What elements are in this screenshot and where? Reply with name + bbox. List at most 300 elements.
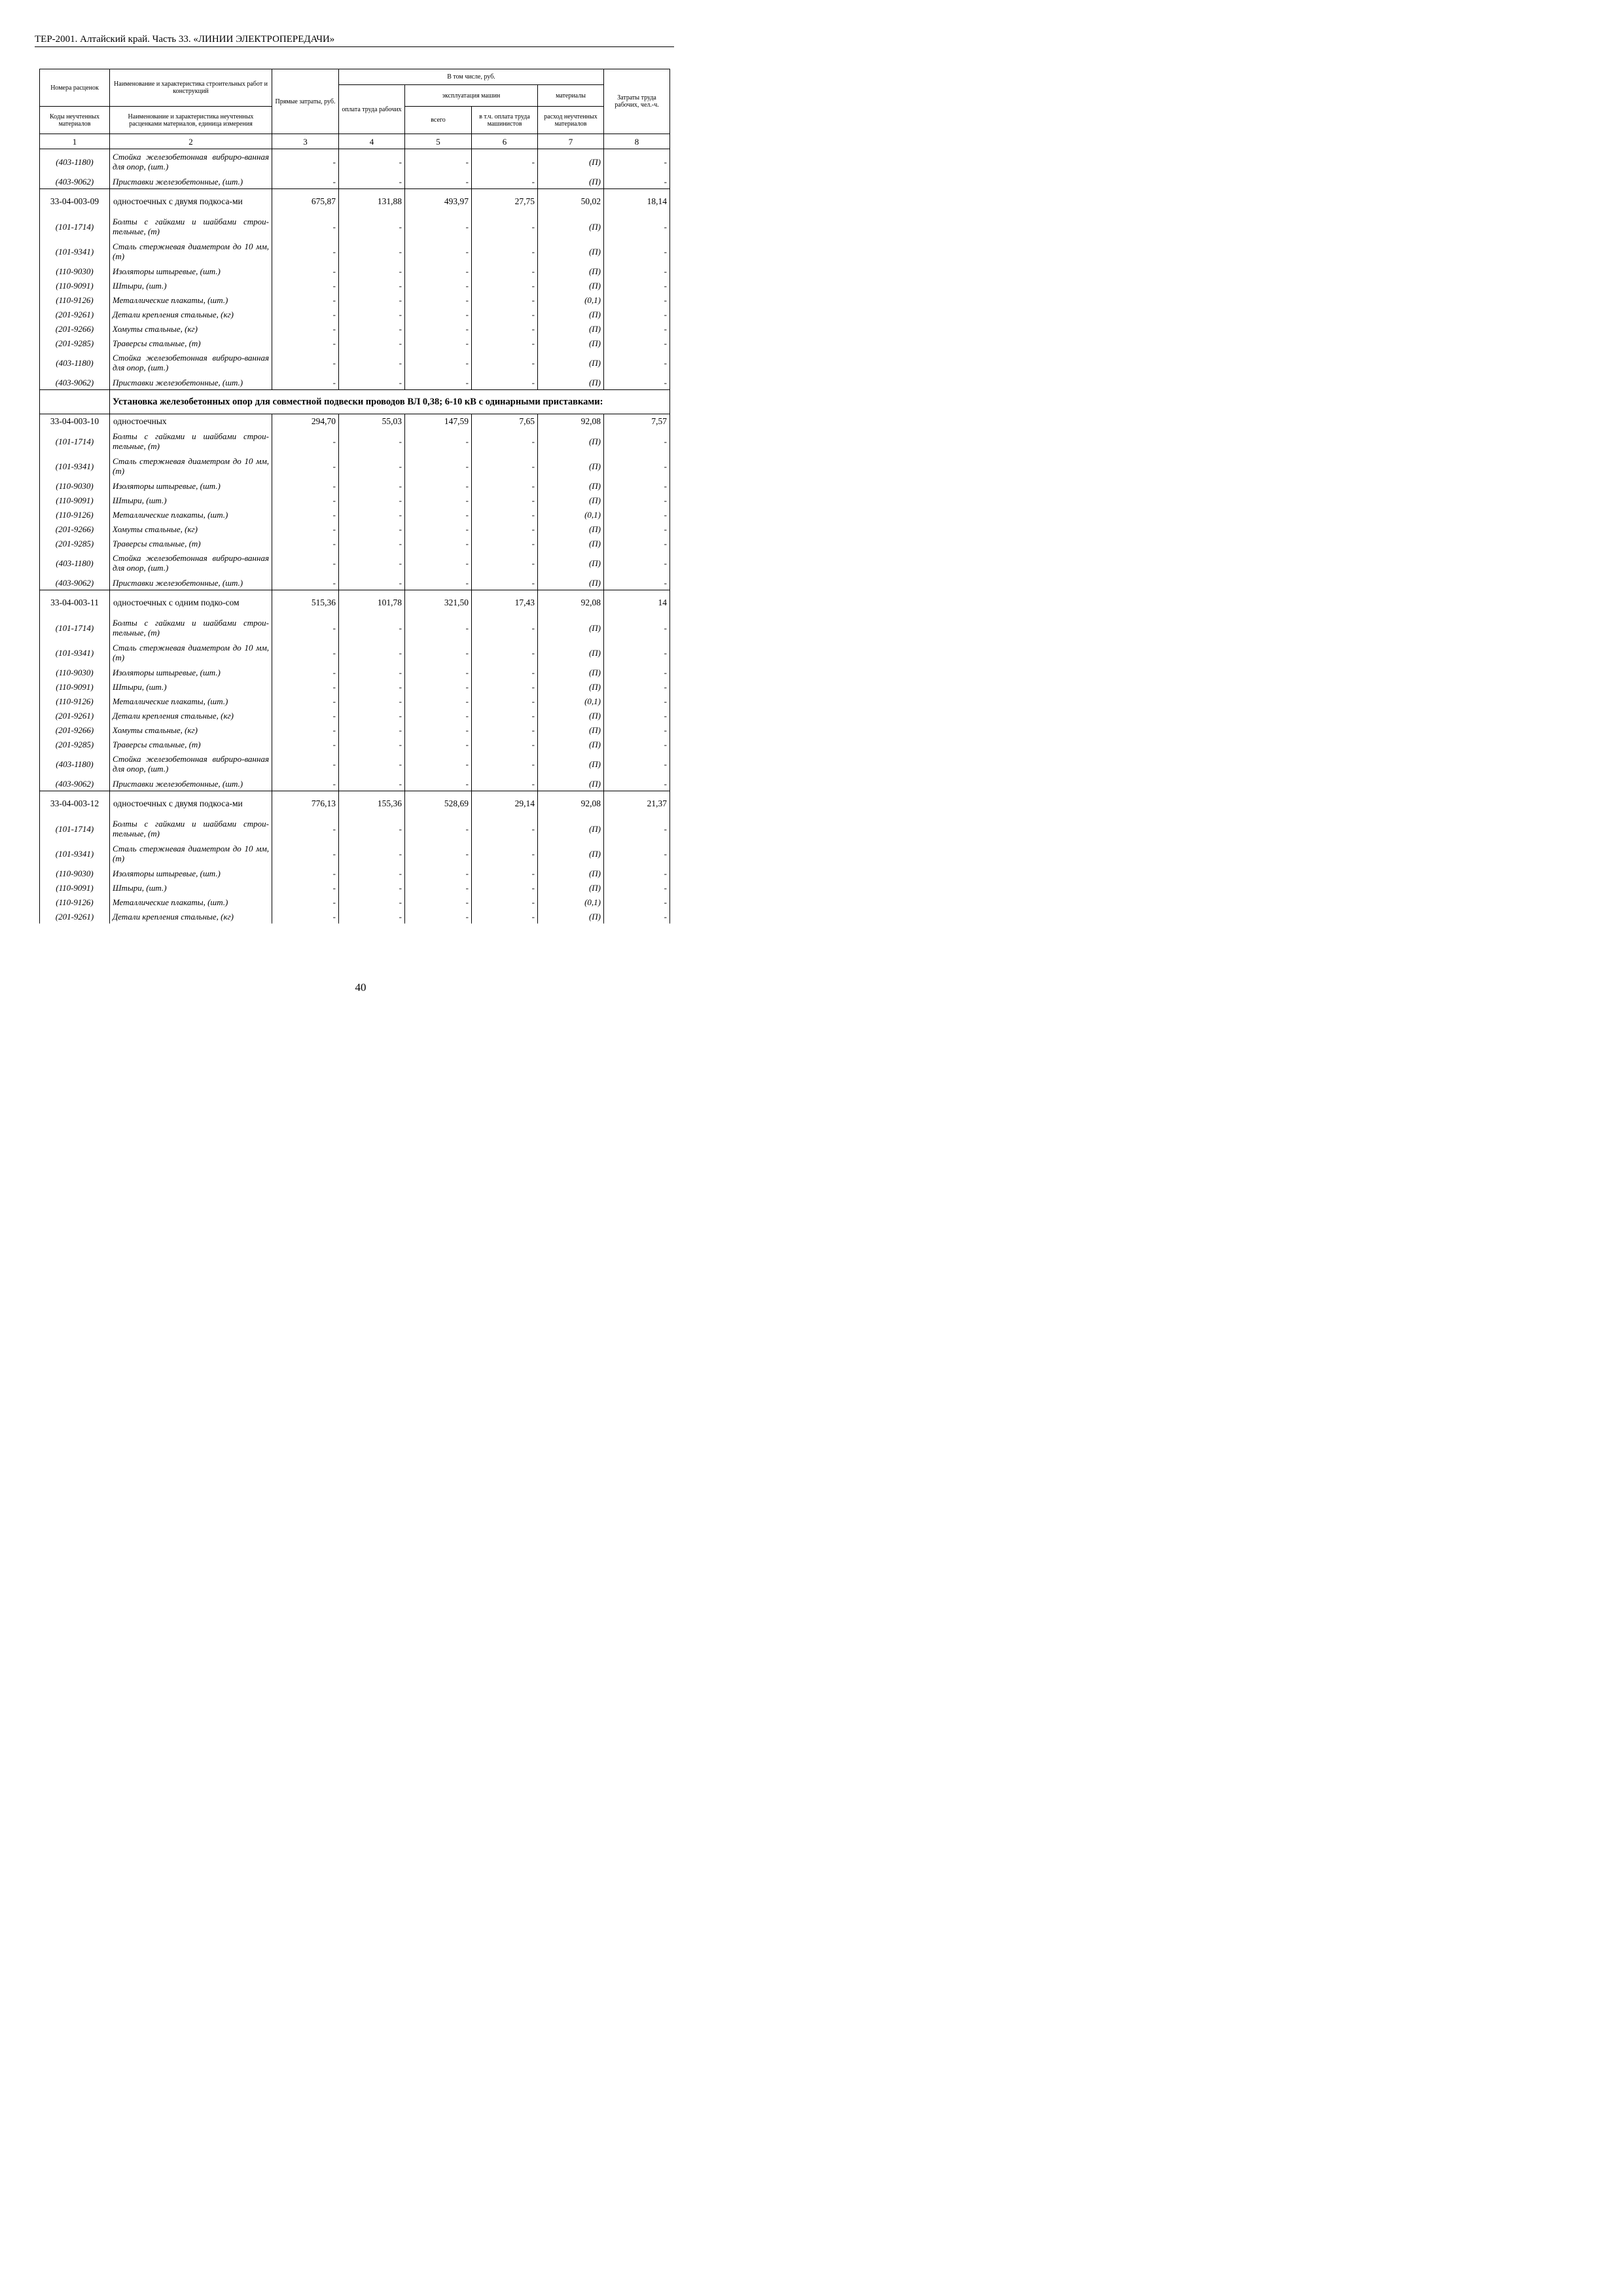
material-row <box>40 293 670 307</box>
material-name: Стойка железобетонная вибриро-ванная для опор, (шт.) <box>110 550 272 575</box>
material-code: (110-9030) <box>40 478 110 493</box>
work-name: одностоечных с одним подко-сом <box>110 590 272 616</box>
labor-pay: - <box>339 841 405 866</box>
labor-pay: - <box>339 615 405 640</box>
material-row <box>40 350 670 375</box>
material-name: Стойка железобетонная вибриро-ванная для опор, (шт.) <box>110 350 272 375</box>
direct-costs: - <box>272 214 339 239</box>
direct-costs: - <box>272 841 339 866</box>
material-name: Стойка железобетонная вибриро-ванная для опор, (шт.) <box>110 751 272 776</box>
material-usage: (П) <box>538 679 604 694</box>
machinist-pay: - <box>472 478 538 493</box>
material-usage: (П) <box>538 737 604 751</box>
material-usage: 92,08 <box>538 791 604 817</box>
labor-pay: - <box>339 708 405 723</box>
direct-costs: - <box>272 708 339 723</box>
material-code: (101-1714) <box>40 429 110 454</box>
page-header: ТЕР-2001. Алтайский край. Часть 33. «ЛИНИИ ЭЛЕКТРОПЕРЕДАЧИ» <box>35 34 674 47</box>
machines-total: - <box>405 708 472 723</box>
material-code: (403-1180) <box>40 149 110 175</box>
material-row <box>40 264 670 278</box>
material-usage: (П) <box>538 723 604 737</box>
material-usage: (0,1) <box>538 694 604 708</box>
material-name: Приставки железобетонные, (шт.) <box>110 575 272 590</box>
labor-pay: - <box>339 575 405 590</box>
direct-costs: 515,36 <box>272 590 339 616</box>
material-row <box>40 278 670 293</box>
labor-hours: - <box>604 776 670 791</box>
column-numbers-row <box>40 134 670 149</box>
machines-total: - <box>405 640 472 665</box>
machines-total: - <box>405 307 472 321</box>
machinist-pay: 27,75 <box>472 189 538 215</box>
labor-pay: - <box>339 723 405 737</box>
material-usage: (П) <box>538 336 604 350</box>
column-number: 5 <box>405 134 472 149</box>
material-name: Металлические плакаты, (шт.) <box>110 507 272 522</box>
machinist-pay: 29,14 <box>472 791 538 817</box>
labor-hours: - <box>604 550 670 575</box>
material-row <box>40 522 670 536</box>
material-name: Сталь стержневая диаметром до 10 мм, (т) <box>110 640 272 665</box>
direct-costs: - <box>272 866 339 880</box>
labor-pay: - <box>339 278 405 293</box>
labor-hours: 18,14 <box>604 189 670 215</box>
material-usage: (П) <box>538 708 604 723</box>
machines-total: - <box>405 536 472 550</box>
direct-costs: 776,13 <box>272 791 339 817</box>
machinist-pay: - <box>472 816 538 841</box>
material-usage: (П) <box>538 493 604 507</box>
labor-hours: - <box>604 429 670 454</box>
material-usage: (П) <box>538 239 604 264</box>
material-name: Штыри, (шт.) <box>110 679 272 694</box>
material-name: Болты с гайками и шайбами строи-тельные, (т) <box>110 816 272 841</box>
machines-total: - <box>405 507 472 522</box>
direct-costs: - <box>272 909 339 924</box>
labor-hours: - <box>604 708 670 723</box>
material-name: Детали крепления стальные, (кг) <box>110 909 272 924</box>
material-name: Штыри, (шт.) <box>110 493 272 507</box>
machinist-pay: - <box>472 895 538 909</box>
material-name: Болты с гайками и шайбами строи-тельные, (т) <box>110 429 272 454</box>
labor-pay: - <box>339 375 405 390</box>
labor-hours: - <box>604 321 670 336</box>
material-code: (201-9266) <box>40 321 110 336</box>
labor-pay: - <box>339 493 405 507</box>
labor-hours: - <box>604 293 670 307</box>
material-row <box>40 478 670 493</box>
labor-pay: - <box>339 478 405 493</box>
header-work-name: Наименование и характеристика строительных работ и конструкций <box>110 69 272 107</box>
rate-number: 33-04-003-09 <box>40 189 110 215</box>
material-name: Хомуты стальные, (кг) <box>110 321 272 336</box>
machines-total: 493,97 <box>405 189 472 215</box>
labor-hours: - <box>604 866 670 880</box>
material-row <box>40 336 670 350</box>
machines-total: - <box>405 615 472 640</box>
direct-costs: - <box>272 507 339 522</box>
section-title: Установка железобетонных опор для совместной подвески проводов ВЛ 0,38; 6-10 кВ с одинарными приставками: <box>110 390 670 414</box>
material-code: (403-1180) <box>40 550 110 575</box>
machinist-pay: - <box>472 307 538 321</box>
material-code: (201-9266) <box>40 723 110 737</box>
material-name: Штыри, (шт.) <box>110 880 272 895</box>
machinist-pay: - <box>472 321 538 336</box>
material-code: (201-9261) <box>40 708 110 723</box>
labor-pay: 55,03 <box>339 414 405 429</box>
material-row <box>40 723 670 737</box>
direct-costs: - <box>272 174 339 189</box>
machinist-pay: - <box>472 149 538 175</box>
header-material-usage: расход неучтенных материалов <box>538 107 604 134</box>
labor-pay: - <box>339 679 405 694</box>
header-materials: материалы <box>538 85 604 107</box>
machinist-pay: - <box>472 264 538 278</box>
labor-pay: - <box>339 866 405 880</box>
machines-total: - <box>405 665 472 679</box>
machinist-pay: - <box>472 507 538 522</box>
material-usage: (П) <box>538 615 604 640</box>
labor-pay: - <box>339 737 405 751</box>
direct-costs: - <box>272 149 339 175</box>
direct-costs: - <box>272 575 339 590</box>
material-row <box>40 375 670 390</box>
material-row <box>40 665 670 679</box>
labor-hours: 21,37 <box>604 791 670 817</box>
direct-costs: - <box>272 895 339 909</box>
machines-total: - <box>405 866 472 880</box>
machinist-pay: - <box>472 575 538 590</box>
header-labor-hours: Затраты труда рабочих, чел.-ч. <box>604 69 670 134</box>
machines-total: - <box>405 723 472 737</box>
column-number: 1 <box>40 134 110 149</box>
labor-hours: - <box>604 895 670 909</box>
direct-costs: - <box>272 293 339 307</box>
material-usage: (П) <box>538 776 604 791</box>
labor-hours: - <box>604 737 670 751</box>
work-name: одностоечных <box>110 414 272 429</box>
material-row <box>40 866 670 880</box>
labor-hours: - <box>604 278 670 293</box>
material-usage: (П) <box>538 751 604 776</box>
material-row <box>40 507 670 522</box>
labor-pay: - <box>339 350 405 375</box>
material-usage: (П) <box>538 375 604 390</box>
machinist-pay: - <box>472 866 538 880</box>
header-labor-pay: оплата труда рабочих <box>339 85 405 134</box>
material-code: (101-1714) <box>40 615 110 640</box>
column-number: 7 <box>538 134 604 149</box>
material-usage: 50,02 <box>538 189 604 215</box>
direct-costs: - <box>272 321 339 336</box>
machinist-pay: - <box>472 640 538 665</box>
material-name: Стойка железобетонная вибриро-ванная для опор, (шт.) <box>110 149 272 175</box>
material-code: (201-9261) <box>40 307 110 321</box>
material-usage: 92,08 <box>538 414 604 429</box>
table-header <box>40 69 670 149</box>
material-usage: (П) <box>538 522 604 536</box>
machinist-pay: - <box>472 522 538 536</box>
labor-pay: - <box>339 816 405 841</box>
material-row <box>40 679 670 694</box>
direct-costs: - <box>272 264 339 278</box>
work-name: одностоечных с двумя подкоса-ми <box>110 189 272 215</box>
material-code: (110-9030) <box>40 665 110 679</box>
material-row <box>40 493 670 507</box>
table-body <box>40 149 670 924</box>
material-name: Хомуты стальные, (кг) <box>110 723 272 737</box>
machines-total: - <box>405 336 472 350</box>
labor-hours: - <box>604 507 670 522</box>
material-name: Детали крепления стальные, (кг) <box>110 307 272 321</box>
machines-total: - <box>405 149 472 175</box>
material-row <box>40 149 670 175</box>
direct-costs: - <box>272 239 339 264</box>
material-code: (201-9285) <box>40 737 110 751</box>
machines-total: 528,69 <box>405 791 472 817</box>
rate-number: 33-04-003-11 <box>40 590 110 616</box>
material-code: (201-9266) <box>40 522 110 536</box>
machinist-pay: - <box>472 214 538 239</box>
material-row <box>40 615 670 640</box>
labor-pay: - <box>339 307 405 321</box>
material-name: Металлические плакаты, (шт.) <box>110 293 272 307</box>
rate-number: 33-04-003-12 <box>40 791 110 817</box>
material-usage: (П) <box>538 149 604 175</box>
labor-pay: - <box>339 640 405 665</box>
material-row <box>40 307 670 321</box>
direct-costs: - <box>272 723 339 737</box>
section-heading-row <box>40 390 670 414</box>
direct-costs: - <box>272 522 339 536</box>
labor-hours: - <box>604 841 670 866</box>
direct-costs: - <box>272 751 339 776</box>
header-machinist-pay: в т.ч. оплата труда машинистов <box>472 107 538 134</box>
rate-number: 33-04-003-10 <box>40 414 110 429</box>
labor-hours: 14 <box>604 590 670 616</box>
machines-total: - <box>405 174 472 189</box>
material-code: (403-9062) <box>40 174 110 189</box>
machines-total: - <box>405 264 472 278</box>
labor-pay: - <box>339 149 405 175</box>
material-code: (110-9030) <box>40 866 110 880</box>
material-code: (403-1180) <box>40 350 110 375</box>
machines-total: - <box>405 737 472 751</box>
direct-costs: - <box>272 454 339 478</box>
material-usage: (П) <box>538 174 604 189</box>
material-code: (110-9126) <box>40 694 110 708</box>
labor-hours: - <box>604 264 670 278</box>
material-code: (101-1714) <box>40 214 110 239</box>
labor-pay: - <box>339 776 405 791</box>
labor-hours: - <box>604 615 670 640</box>
material-code: (403-9062) <box>40 575 110 590</box>
material-usage: (П) <box>538 264 604 278</box>
material-usage: (П) <box>538 321 604 336</box>
header-material-codes: Коды неучтенных материалов <box>40 107 110 134</box>
material-row <box>40 174 670 189</box>
material-name: Болты с гайками и шайбами строи-тельные, (т) <box>110 615 272 640</box>
labor-hours: - <box>604 307 670 321</box>
machines-total: - <box>405 776 472 791</box>
direct-costs: 675,87 <box>272 189 339 215</box>
labor-hours: - <box>604 679 670 694</box>
material-row <box>40 536 670 550</box>
material-row <box>40 239 670 264</box>
header-including: В том числе, руб. <box>339 69 604 85</box>
rate-row <box>40 414 670 429</box>
direct-costs: - <box>272 694 339 708</box>
machinist-pay: - <box>472 776 538 791</box>
rates-table <box>39 69 670 924</box>
material-name: Болты с гайками и шайбами строи-тельные, (т) <box>110 214 272 239</box>
material-row <box>40 776 670 791</box>
material-row <box>40 909 670 924</box>
direct-costs: - <box>272 737 339 751</box>
direct-costs: 294,70 <box>272 414 339 429</box>
page-number: 40 <box>355 981 366 994</box>
material-row <box>40 841 670 866</box>
direct-costs: - <box>272 776 339 791</box>
labor-hours: - <box>604 751 670 776</box>
labor-hours: - <box>604 640 670 665</box>
machinist-pay: - <box>472 239 538 264</box>
material-name: Приставки железобетонные, (шт.) <box>110 375 272 390</box>
machinist-pay: - <box>472 723 538 737</box>
material-name: Изоляторы штыревые, (шт.) <box>110 866 272 880</box>
material-row <box>40 880 670 895</box>
header-direct-costs: Прямые затраты, руб. <box>272 69 339 134</box>
labor-pay: - <box>339 895 405 909</box>
material-row <box>40 640 670 665</box>
machinist-pay: - <box>472 429 538 454</box>
labor-hours: - <box>604 214 670 239</box>
material-row <box>40 429 670 454</box>
material-row <box>40 751 670 776</box>
direct-costs: - <box>272 536 339 550</box>
labor-pay: 131,88 <box>339 189 405 215</box>
material-name: Траверсы стальные, (т) <box>110 336 272 350</box>
material-name: Изоляторы штыревые, (шт.) <box>110 478 272 493</box>
material-usage: (П) <box>538 665 604 679</box>
labor-hours: - <box>604 239 670 264</box>
material-code: (110-9091) <box>40 679 110 694</box>
material-code: (403-9062) <box>40 776 110 791</box>
machinist-pay: - <box>472 909 538 924</box>
material-name: Приставки железобетонные, (шт.) <box>110 776 272 791</box>
labor-pay: - <box>339 239 405 264</box>
machines-total: - <box>405 751 472 776</box>
material-row <box>40 321 670 336</box>
labor-hours: 7,57 <box>604 414 670 429</box>
rate-row <box>40 791 670 817</box>
material-row <box>40 708 670 723</box>
labor-pay: 155,36 <box>339 791 405 817</box>
machines-total: 321,50 <box>405 590 472 616</box>
machines-total: - <box>405 880 472 895</box>
machinist-pay: - <box>472 174 538 189</box>
labor-pay: - <box>339 214 405 239</box>
labor-hours: - <box>604 350 670 375</box>
material-usage: 92,08 <box>538 590 604 616</box>
material-name: Штыри, (шт.) <box>110 278 272 293</box>
material-row <box>40 214 670 239</box>
material-usage: (П) <box>538 350 604 375</box>
direct-costs: - <box>272 615 339 640</box>
labor-hours: - <box>604 665 670 679</box>
machinist-pay: - <box>472 336 538 350</box>
column-number: 3 <box>272 134 339 149</box>
material-code: (101-9341) <box>40 640 110 665</box>
section-blank-cell <box>40 390 110 414</box>
material-name: Траверсы стальные, (т) <box>110 737 272 751</box>
machines-total: - <box>405 522 472 536</box>
labor-hours: - <box>604 493 670 507</box>
material-code: (101-9341) <box>40 841 110 866</box>
material-row <box>40 895 670 909</box>
labor-hours: - <box>604 694 670 708</box>
labor-pay: - <box>339 507 405 522</box>
labor-pay: - <box>339 522 405 536</box>
machines-total: - <box>405 816 472 841</box>
direct-costs: - <box>272 665 339 679</box>
labor-pay: - <box>339 880 405 895</box>
material-usage: (П) <box>538 841 604 866</box>
machinist-pay: - <box>472 880 538 895</box>
material-row <box>40 737 670 751</box>
direct-costs: - <box>272 307 339 321</box>
material-code: (201-9261) <box>40 909 110 924</box>
labor-pay: - <box>339 665 405 679</box>
labor-pay: - <box>339 536 405 550</box>
labor-hours: - <box>604 174 670 189</box>
machines-total: 147,59 <box>405 414 472 429</box>
material-code: (403-9062) <box>40 375 110 390</box>
material-usage: (П) <box>538 307 604 321</box>
header-machines-total: всего <box>405 107 472 134</box>
material-usage: (П) <box>538 536 604 550</box>
material-usage: (П) <box>538 575 604 590</box>
labor-pay: - <box>339 429 405 454</box>
machinist-pay: - <box>472 278 538 293</box>
material-code: (110-9126) <box>40 895 110 909</box>
header-rate-number: Номера расценок <box>40 69 110 107</box>
material-code: (101-9341) <box>40 239 110 264</box>
header-machines: эксплуатация машин <box>405 85 538 107</box>
direct-costs: - <box>272 278 339 293</box>
rate-row <box>40 590 670 616</box>
direct-costs: - <box>272 375 339 390</box>
labor-pay: - <box>339 454 405 478</box>
machines-total: - <box>405 239 472 264</box>
machines-total: - <box>405 575 472 590</box>
machines-total: - <box>405 321 472 336</box>
labor-pay: - <box>339 751 405 776</box>
machines-total: - <box>405 841 472 866</box>
direct-costs: - <box>272 429 339 454</box>
machines-total: - <box>405 679 472 694</box>
material-usage: (П) <box>538 214 604 239</box>
machinist-pay: - <box>472 536 538 550</box>
column-number: 4 <box>339 134 405 149</box>
labor-pay: - <box>339 264 405 278</box>
column-number: 8 <box>604 134 670 149</box>
labor-hours: - <box>604 522 670 536</box>
material-name: Изоляторы штыревые, (шт.) <box>110 665 272 679</box>
material-row <box>40 454 670 478</box>
machines-total: - <box>405 694 472 708</box>
